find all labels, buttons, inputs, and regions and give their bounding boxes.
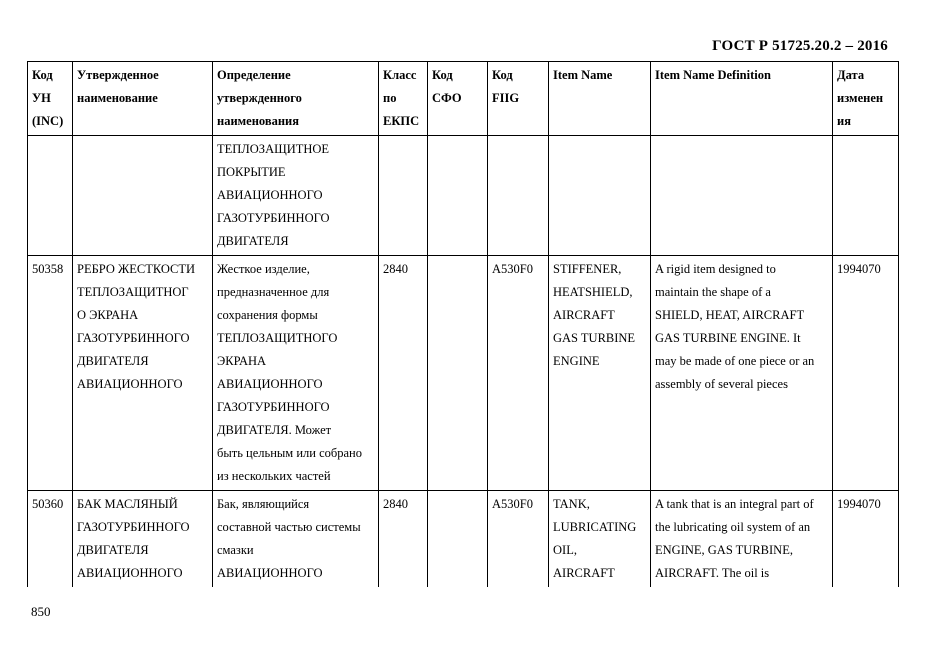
classification-table — [27, 61, 899, 587]
table-row — [28, 136, 899, 256]
header-line: Дата — [837, 68, 865, 82]
cell-definition — [213, 136, 379, 256]
cell-line: АВИАЦИОННОГО — [217, 566, 323, 580]
cell-sfo-code — [428, 256, 488, 491]
document-standard-header: ГОСТ Р 51725.20.2 – 2016 — [712, 38, 888, 54]
cell-change-date — [833, 491, 899, 588]
cell-line: ДВИГАТЕЛЯ — [77, 354, 149, 368]
cell-line: ДВИГАТЕЛЯ. Может — [217, 423, 332, 437]
page-number: 850 — [31, 604, 51, 619]
cell-line: ENGINE — [553, 354, 600, 368]
col-header-item-definition — [651, 62, 833, 136]
cell-sfo-code — [428, 491, 488, 588]
cell-line: сохранения формы — [217, 308, 318, 322]
cell-line: maintain the shape of a — [655, 285, 771, 299]
cell-line: AIRCRAFT — [553, 566, 615, 580]
cell-line: Бак, являющийся — [217, 497, 310, 511]
cell-item-name — [549, 136, 651, 256]
cell-line: the lubricating oil system of an — [655, 520, 811, 534]
cell-fiig-code — [488, 491, 549, 588]
header-line: ия — [837, 114, 851, 128]
cell-fiig-code — [488, 136, 549, 256]
cell-line: 1994070 — [837, 497, 881, 511]
cell-line: assembly of several pieces — [655, 377, 788, 391]
cell-line: ЭКРАНА — [217, 354, 267, 368]
cell-line: ДВИГАТЕЛЯ — [77, 543, 149, 557]
cell-line: ГАЗОТУРБИННОГО — [217, 211, 330, 225]
header-line: Определение — [217, 68, 291, 82]
cell-line: АВИАЦИОННОГО — [217, 377, 323, 391]
header-line: утвержденного — [217, 91, 302, 105]
cell-line: АВИАЦИОННОГО — [77, 566, 183, 580]
cell-inc — [28, 136, 73, 256]
cell-ekps-class — [379, 491, 428, 588]
col-header-item-name — [549, 62, 651, 136]
header-line: Класс — [383, 68, 417, 82]
cell-line: 2840 — [383, 497, 408, 511]
cell-line: ТЕПЛОЗАЩИТНОГО — [217, 331, 338, 345]
header-line: ЕКПС — [383, 114, 420, 128]
cell-item-name — [549, 256, 651, 491]
header-line: Код — [32, 68, 53, 82]
cell-line: A530F0 — [492, 262, 533, 276]
cell-sfo-code — [428, 136, 488, 256]
col-header-change-date — [833, 62, 899, 136]
cell-line: A530F0 — [492, 497, 533, 511]
cell-line: GAS TURBINE — [553, 331, 636, 345]
cell-approved-name — [73, 136, 213, 256]
cell-line: БАК МАСЛЯНЫЙ — [77, 497, 178, 511]
cell-line: ГАЗОТУРБИННОГО — [77, 331, 190, 345]
col-header-fiig-code — [488, 62, 549, 136]
cell-change-date — [833, 136, 899, 256]
cell-line: LUBRICATING — [553, 520, 637, 534]
cell-line: АВИАЦИОННОГО — [217, 188, 323, 202]
cell-line: ДВИГАТЕЛЯ — [217, 234, 289, 248]
cell-line: 50358 — [32, 262, 64, 276]
cell-line: быть цельным или собрано — [217, 446, 362, 460]
header-line: наименование — [77, 91, 158, 105]
cell-line: Жесткое изделие, — [217, 262, 310, 276]
cell-line: OIL, — [553, 543, 577, 557]
cell-definition — [213, 491, 379, 588]
cell-line: GAS TURBINE ENGINE. It — [655, 331, 801, 345]
header-line: Item Name Definition — [655, 68, 771, 82]
cell-line: предназначенное для — [217, 285, 330, 299]
cell-fiig-code — [488, 256, 549, 491]
col-header-approved-name — [73, 62, 213, 136]
cell-line: STIFFENER, — [553, 262, 622, 276]
cell-item-name — [549, 491, 651, 588]
cell-ekps-class — [379, 136, 428, 256]
cell-line: AIRCRAFT — [553, 308, 615, 322]
cell-line: 1994070 — [837, 262, 881, 276]
cell-line: РЕБРО ЖЕСТКОСТИ — [77, 262, 196, 276]
cell-ekps-class — [379, 256, 428, 491]
cell-line: SHIELD, HEAT, AIRCRAFT — [655, 308, 805, 322]
header-line: Код — [432, 68, 453, 82]
cell-line: HEATSHIELD, — [553, 285, 633, 299]
cell-definition — [213, 256, 379, 491]
cell-inc — [28, 256, 73, 491]
cell-line: 50360 — [32, 497, 64, 511]
cell-line: may be made of one piece or an — [655, 354, 815, 368]
cell-change-date — [833, 256, 899, 491]
table-body — [28, 136, 899, 588]
cell-line: AIRCRAFT. The oil is — [655, 566, 770, 580]
table-row — [28, 256, 899, 491]
col-header-ekps-class — [379, 62, 428, 136]
col-header-inc — [28, 62, 73, 136]
header-line: СФО — [432, 91, 462, 105]
header-line: Код — [492, 68, 513, 82]
cell-line: ENGINE, GAS TURBINE, — [655, 543, 793, 557]
cell-line: ТЕПЛОЗАЩИТНОЕ — [217, 142, 330, 156]
cell-line: TANK, — [553, 497, 590, 511]
header-line: Утвержденное — [77, 68, 159, 82]
header-line: наименования — [217, 114, 300, 128]
cell-line: 2840 — [383, 262, 408, 276]
cell-approved-name — [73, 491, 213, 588]
header-line: Item Name — [553, 68, 613, 82]
cell-approved-name — [73, 256, 213, 491]
cell-line: составной частью системы — [217, 520, 361, 534]
cell-line: ГАЗОТУРБИННОГО — [77, 520, 190, 534]
table-row — [28, 491, 899, 588]
table-header-row — [28, 62, 899, 136]
col-header-definition — [213, 62, 379, 136]
cell-line: ТЕПЛОЗАЩИТНОГ — [77, 285, 189, 299]
cell-line: A rigid item designed to — [655, 262, 776, 276]
header-line: по — [383, 91, 397, 105]
cell-line: смазки — [217, 543, 254, 557]
cell-inc — [28, 491, 73, 588]
cell-item-definition — [651, 256, 833, 491]
header-line: УН — [32, 91, 51, 105]
cell-line: АВИАЦИОННОГО — [77, 377, 183, 391]
cell-line: из нескольких частей — [217, 469, 331, 483]
col-header-sfo-code — [428, 62, 488, 136]
cell-line: О ЭКРАНА — [77, 308, 139, 322]
header-line: (INC) — [32, 114, 64, 128]
cell-line: ГАЗОТУРБИННОГО — [217, 400, 330, 414]
cell-line: ПОКРЫТИЕ — [217, 165, 286, 179]
header-line: изменен — [837, 91, 884, 105]
cell-line: A tank that is an integral part of — [655, 497, 814, 511]
header-line: FIIG — [492, 91, 520, 105]
cell-item-definition — [651, 136, 833, 256]
cell-item-definition — [651, 491, 833, 588]
